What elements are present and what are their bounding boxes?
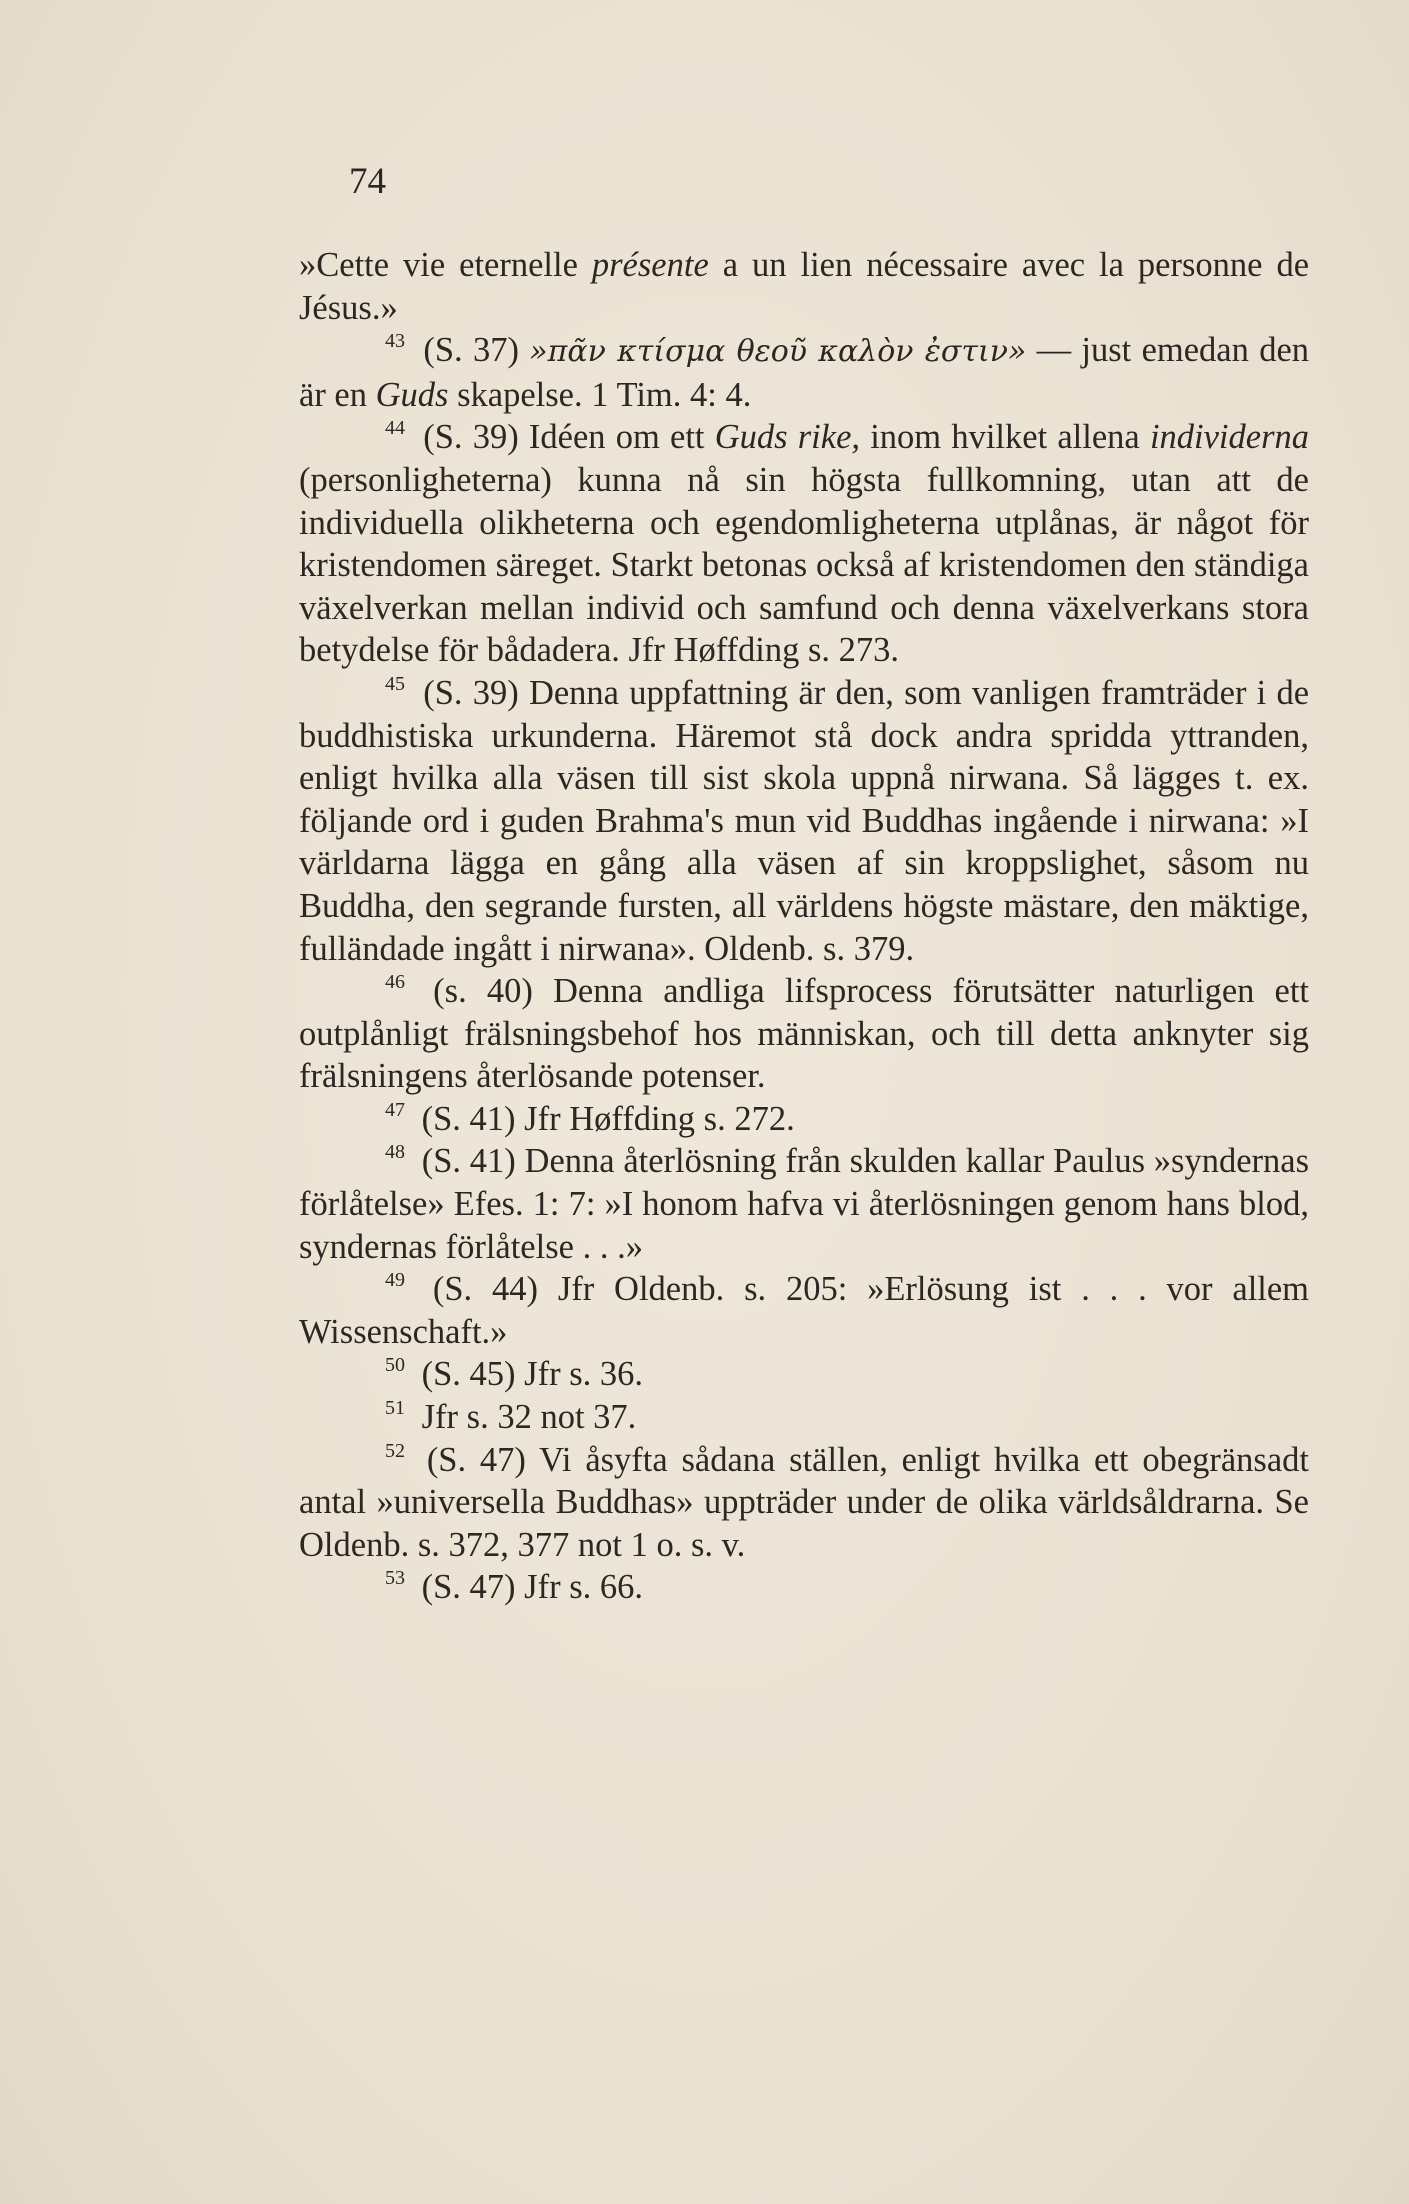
- footnote-number: 50: [385, 1354, 405, 1377]
- footnote-page-ref: (S. 41): [421, 1142, 516, 1181]
- footnote-number: 53: [385, 1567, 405, 1590]
- footnote-47: [299, 1098, 1309, 1141]
- footnote-52: [299, 1439, 1309, 1567]
- note-text: skapelse. 1 Tim. 4: 4.: [448, 375, 752, 414]
- greek-quote: »πᾶν κτίσμα θεοῦ καλὸν ἐστιν»: [529, 334, 1027, 370]
- note-text: Jfr s. 36.: [524, 1355, 644, 1394]
- note-text: (personligheterna) kunna nå sin högsta fullkomning, utan att de individuella olikheterna och egendomligheterna utplånas, är något för kristendomen säreget. Starkt betonas också af kristendomen den ständiga växelverkan mellan individ och samfund och denna växelverkans stora betydelse för bådadera. Jfr Høffding s. 273.: [299, 460, 1309, 670]
- footnote-page-ref: (S. 45): [421, 1355, 516, 1394]
- endnotes-text: [299, 244, 1309, 1609]
- footnote-number: 46: [385, 971, 405, 994]
- note-italic: individerna: [1149, 418, 1309, 457]
- note-text: inom hvilket allena: [860, 418, 1150, 457]
- footnote-44: [299, 416, 1309, 672]
- note-text: Denna uppfattning är den, som vanligen framträder i de buddhistiska urkunderna. Häremot stå dock andra spridda yttranden, enligt hvilka alla väsen till sist skola uppnå nirwana. Så lägges t. ex. följande ord i guden Brahma's mun vid Buddhas ingående i nirwana: »I världarna lägga en gång alla väsen af sin kroppslighet, såsom nu Buddha, den segrande fursten, all världens högste mästare, den mäktige, fulländade ingått i nirwana». Oldenb. s. 379.: [299, 673, 1310, 968]
- note-text: Denna återlösning från skulden kallar Paulus »syndernas förlåtelse» Efes. 1: 7: »I honom hafva vi återlösningen genom hans blod, syndernas förlåtelse . . .»: [299, 1142, 1309, 1266]
- note-text: a un lien nécessaire avec la personne de Jésus.»: [299, 246, 1310, 327]
- footnote-number: 52: [385, 1439, 405, 1462]
- note-italic: présente: [591, 246, 709, 284]
- footnote-page-ref: (S. 47): [426, 1440, 526, 1479]
- footnote-48: [299, 1140, 1309, 1268]
- footnote-number: 45: [385, 672, 405, 695]
- continued-note: [299, 244, 1309, 329]
- note-text: Jfr Høffding s. 272.: [524, 1099, 795, 1138]
- note-text: Jfr s. 66.: [524, 1568, 644, 1607]
- footnote-number: 51: [385, 1397, 405, 1420]
- footnote-45: [299, 672, 1309, 970]
- footnote-page-ref: (S. 39): [423, 673, 519, 712]
- footnote-number: 43: [385, 330, 405, 353]
- footnote-page-ref: (s. 40): [433, 972, 533, 1011]
- footnote-page-ref: (S. 39): [423, 418, 519, 457]
- footnote-page-ref: (S. 44): [432, 1270, 538, 1309]
- note-text: Jfr s. 32 not 37.: [421, 1398, 637, 1437]
- note-text: Vi åsyfta sådana ställen, enligt hvilka ett obegränsadt antal »universella Buddhas» uppträder under de olika världsåldrarna. Se Oldenb. s. 372, 377 not 1 o. s. v.: [299, 1440, 1310, 1564]
- footnote-43: [299, 329, 1309, 416]
- note-text: Jfr Oldenb. s. 205: »Erlösung ist . . . vor allem Wissenschaft.»: [299, 1270, 1310, 1351]
- footnote-page-ref: (S. 41): [421, 1099, 516, 1138]
- footnote-51: [299, 1396, 1309, 1439]
- note-italic: Guds: [375, 375, 449, 414]
- note-text: »Cette vie eternelle: [299, 246, 592, 284]
- note-text: Denna andliga lifsprocess förutsätter naturligen ett outplånligt frälsningsbehof hos människan, och till detta anknyter sig frälsningens återlösande potenser.: [299, 972, 1310, 1096]
- footnote-page-ref: (S. 47): [421, 1568, 516, 1607]
- page-number: 74: [349, 161, 386, 202]
- footnote-number: 48: [385, 1141, 405, 1164]
- footnote-46: [299, 970, 1309, 1098]
- footnote-number: 49: [385, 1269, 405, 1292]
- note-italic: Guds rike,: [714, 418, 861, 457]
- note-text: Idéen om ett: [528, 418, 715, 457]
- footnote-page-ref: (S. 37): [423, 331, 519, 370]
- footnote-50: [299, 1353, 1309, 1396]
- footnote-number: 47: [385, 1098, 405, 1121]
- footnote-53: [299, 1566, 1309, 1609]
- footnote-number: 44: [385, 417, 405, 440]
- footnote-49: [299, 1268, 1309, 1353]
- note-text: — just emedan den är en: [299, 331, 1310, 414]
